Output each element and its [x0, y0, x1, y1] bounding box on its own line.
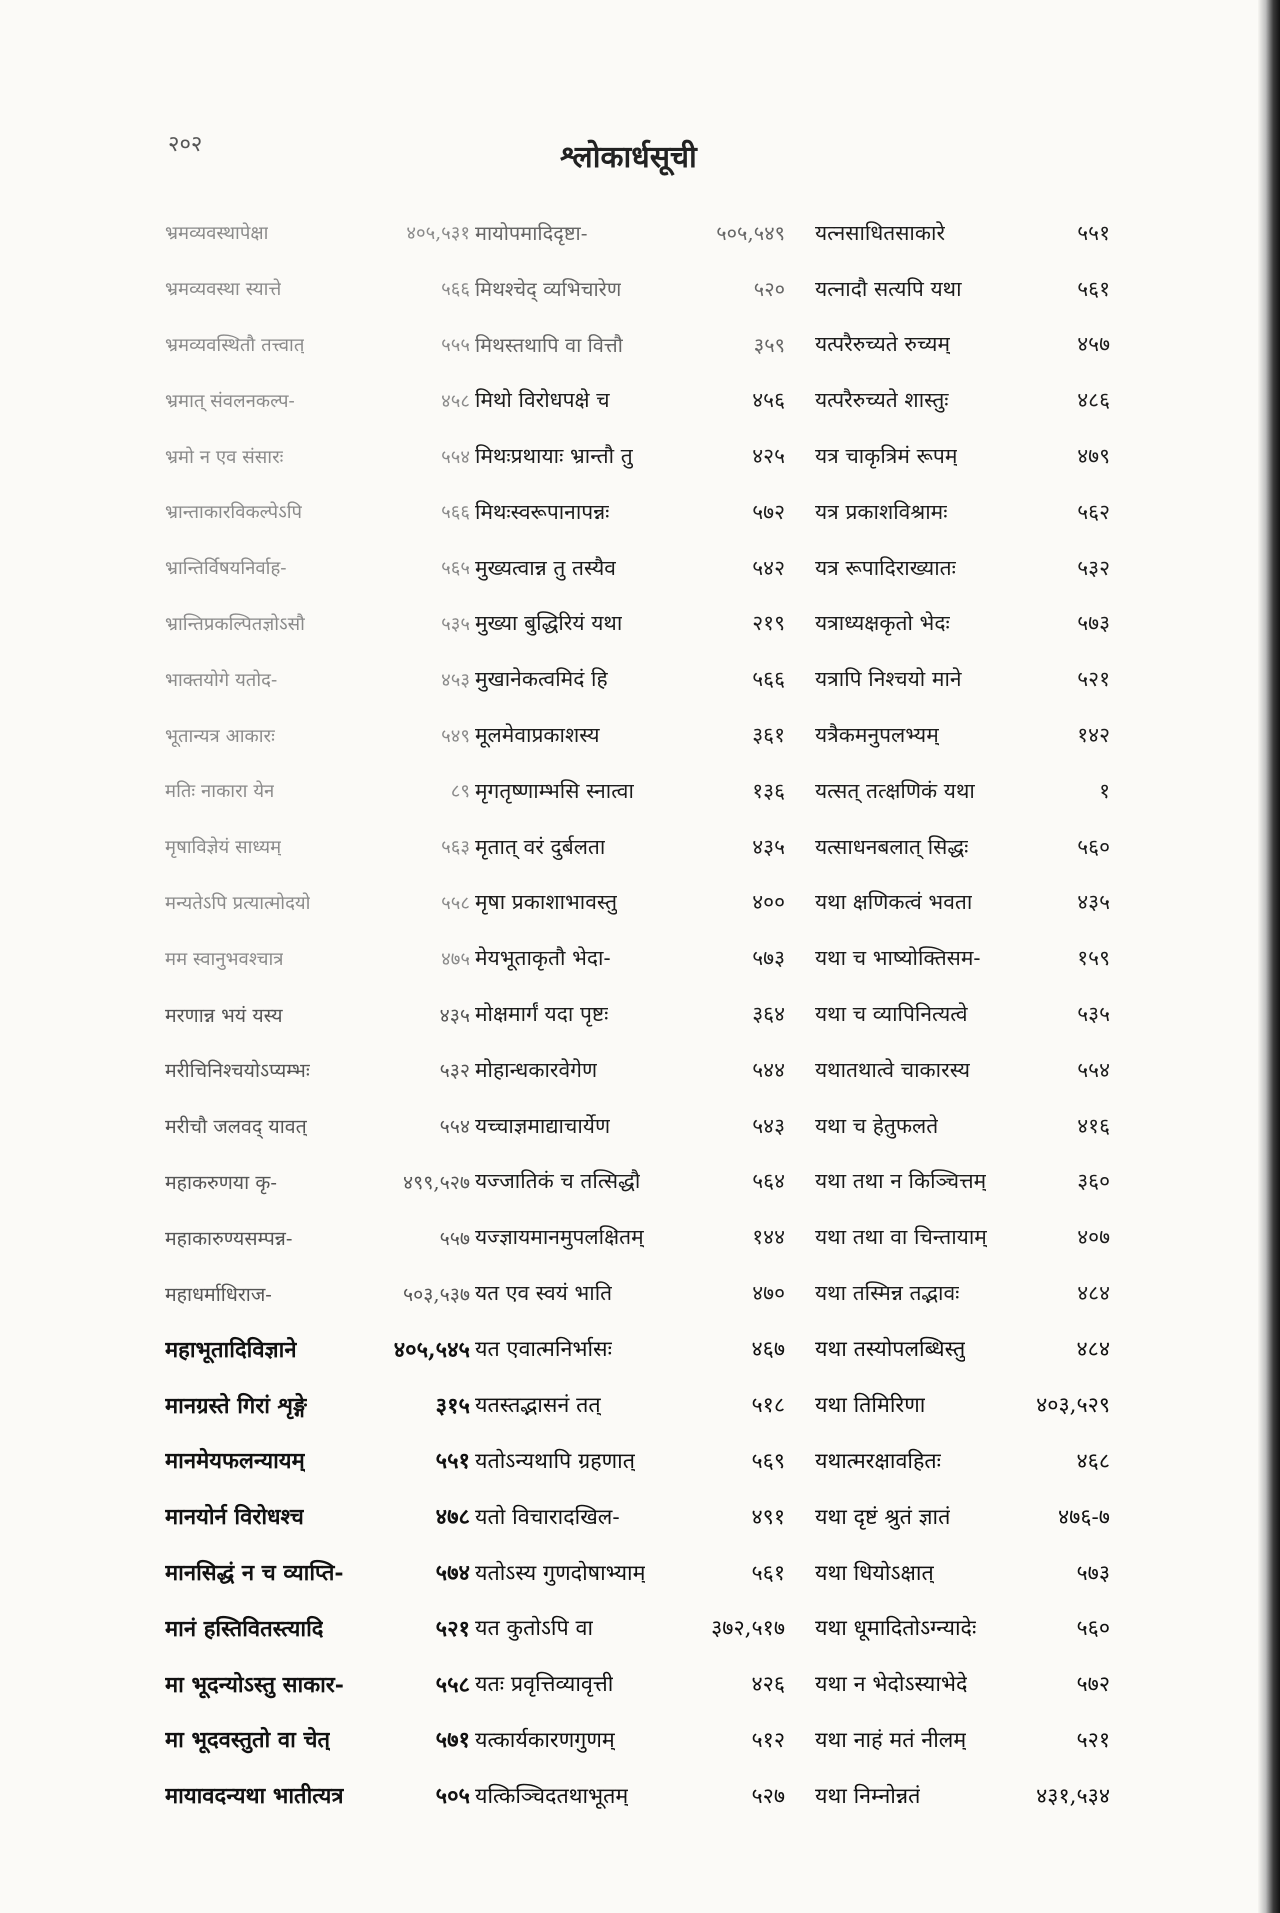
index-entry	[475, 1377, 785, 1433]
entry-text: यथा च व्यापिनित्यत्वे	[815, 1002, 968, 1027]
index-entry	[815, 1042, 1110, 1098]
entry-text: भूतान्यत्र आकारः	[165, 725, 275, 747]
index-entry	[165, 1488, 470, 1544]
entry-verse-number: ५६४	[752, 1169, 785, 1194]
index-entry	[475, 205, 785, 261]
entry-text: यत्परैरुच्यते शास्तुः	[815, 388, 949, 413]
index-entry	[815, 372, 1110, 428]
index-column-2	[475, 205, 785, 1823]
index-entry	[165, 372, 470, 428]
entry-verse-number: ४९९,५२७	[402, 1170, 470, 1194]
index-entry	[475, 540, 785, 596]
entry-verse-number: ५७४	[435, 1560, 470, 1587]
index-entry	[815, 484, 1110, 540]
entry-text: यथा क्षणिकत्वं भवता	[815, 890, 973, 915]
index-entry	[815, 205, 1110, 261]
entry-text: यत्राध्यक्षकृतो भेदः	[815, 611, 950, 636]
index-entry	[475, 819, 785, 875]
index-entry	[815, 1321, 1110, 1377]
index-entry	[815, 1433, 1110, 1489]
entry-text: यथा तस्योपलब्धिस्तु	[815, 1337, 966, 1363]
entry-text: मृतात् वरं दुर्बलता	[475, 834, 606, 859]
index-entry	[165, 763, 470, 819]
entry-verse-number: ५१२	[751, 1727, 785, 1753]
index-entry	[165, 1656, 470, 1712]
entry-verse-number: ५६०	[1076, 1616, 1110, 1642]
entry-text: मरणान्न भयं यस्य	[165, 1003, 283, 1027]
entry-text: मिथस्तथापि वा वित्तौ	[475, 332, 623, 357]
entry-text: यथा तथा वा चिन्तायाम्	[815, 1225, 987, 1250]
entry-text: मरीचौ जलवद् यावत्	[165, 1115, 307, 1139]
index-entry	[475, 1656, 785, 1712]
entry-text: यत्परैरुच्यते रुच्यम्	[815, 332, 951, 357]
entry-verse-number: ५६५	[441, 558, 470, 580]
entry-verse-number: ५२०	[753, 277, 785, 302]
index-entry	[165, 1154, 470, 1210]
entry-text: यज्ज्ञायमानमुपलक्षितम्	[475, 1225, 644, 1250]
index-entry	[165, 205, 470, 261]
index-entry	[165, 1600, 470, 1656]
index-entry	[475, 317, 785, 373]
entry-text: यत्र प्रकाशविश्रामः	[815, 499, 948, 524]
entry-verse-number: ४५७	[1077, 332, 1110, 357]
index-entry	[165, 596, 470, 652]
index-entry	[165, 707, 470, 763]
entry-text: यत्रापि निश्चयो माने	[815, 667, 962, 692]
index-entry	[165, 1433, 470, 1489]
index-entry	[165, 930, 470, 986]
entry-text: यथात्मरक्षावहितः	[815, 1448, 941, 1474]
entry-text: महाकरुणया कृ-	[165, 1170, 277, 1194]
entry-verse-number: ५५१	[1077, 220, 1110, 245]
index-entry	[475, 372, 785, 428]
entry-verse-number: ४६८	[1076, 1448, 1110, 1474]
index-entry	[815, 1377, 1110, 1433]
index-entry	[475, 1209, 785, 1265]
entry-text: भ्रान्तिर्विषयनिर्वाह-	[165, 558, 287, 580]
entry-text: मा भूदवस्तुतो वा चेत्	[165, 1727, 330, 1754]
entry-text: यत्नसाधितसाकारे	[815, 220, 946, 245]
index-entry	[165, 875, 470, 931]
entry-verse-number: ५५४	[1077, 1057, 1110, 1082]
index-entry	[475, 707, 785, 763]
entry-text: महाधर्माधिराज-	[165, 1282, 272, 1306]
entry-verse-number: ५३२	[1077, 555, 1110, 580]
index-entry	[165, 484, 470, 540]
page-number: २०२	[168, 132, 203, 157]
scanned-page-edge	[1258, 0, 1280, 1913]
index-column-3	[815, 205, 1110, 1823]
index-entry	[815, 651, 1110, 707]
index-entry	[815, 1656, 1110, 1712]
index-entry	[165, 1544, 470, 1600]
entry-verse-number: ५५१	[435, 1448, 470, 1475]
index-entry	[165, 1377, 470, 1433]
entry-text: यथा च भाष्योक्तिसम-	[815, 946, 981, 971]
entry-text: मेयभूताकृतौ भेदा-	[475, 946, 611, 971]
index-entry	[475, 1098, 785, 1154]
entry-text: यतस्तद्भासनं तत्	[475, 1393, 601, 1419]
entry-verse-number: ३७२,५१७	[711, 1616, 785, 1642]
index-entry	[815, 428, 1110, 484]
index-entry	[475, 930, 785, 986]
entry-text: यतोऽस्य गुणदोषाभ्याम्	[475, 1560, 646, 1586]
index-entry	[475, 261, 785, 317]
entry-text: यतः प्रवृत्तिव्यावृत्ती	[475, 1672, 614, 1698]
entry-verse-number: ५४९	[441, 725, 470, 747]
entry-text: यथा तिमिरिणा	[815, 1393, 926, 1419]
entry-verse-number: ५७२	[1076, 1672, 1110, 1698]
entry-verse-number: ४७५	[441, 948, 470, 970]
entry-verse-number: ५४२	[752, 555, 785, 580]
entry-text: मा भूदन्योऽस्तु साकार-	[165, 1671, 344, 1698]
index-entry	[815, 1098, 1110, 1154]
entry-text: भ्रमव्यवस्थापेक्षा	[165, 223, 269, 245]
entry-verse-number: ५३२	[439, 1059, 470, 1083]
entry-text: मृषाविज्ञेयं साध्यम्	[165, 837, 282, 859]
entry-text: मुख्यत्वान्न तु तस्यैव	[475, 555, 616, 580]
entry-verse-number: ४७९	[1077, 444, 1110, 469]
entry-verse-number: ५३५	[441, 613, 470, 635]
index-entry	[165, 1767, 470, 1823]
entry-text: यथा च हेतुफलते	[815, 1113, 939, 1138]
entry-verse-number: ५५४	[441, 446, 470, 468]
entry-text: मम स्वानुभवश्चात्र	[165, 948, 284, 970]
entry-verse-number: १४२	[1077, 723, 1110, 748]
entry-verse-number: ५६१	[1077, 276, 1110, 301]
entry-verse-number: ४००	[752, 890, 785, 915]
index-entry	[815, 1488, 1110, 1544]
entry-verse-number: ५७१	[435, 1727, 470, 1754]
entry-text: मृषा प्रकाशाभावस्तु	[475, 890, 618, 915]
entry-verse-number: ५०३,५३७	[402, 1282, 470, 1306]
entry-verse-number: ५४४	[752, 1057, 785, 1082]
entry-text: यत्रैकमनुपलभ्यम्	[815, 723, 939, 748]
entry-text: मुखानेकत्वमिदं हि	[475, 667, 608, 692]
entry-text: यत्नादौ सत्यपि यथा	[815, 276, 962, 301]
entry-text: यथा तथा न किञ्चित्तम्	[815, 1169, 987, 1194]
entry-verse-number: ५२१	[435, 1615, 470, 1642]
entry-text: यत्र रूपादिराख्यातः	[815, 555, 956, 580]
entry-text: यथातथात्वे चाकारस्य	[815, 1057, 971, 1082]
entry-verse-number: ४६७	[751, 1337, 785, 1363]
index-entry	[815, 875, 1110, 931]
entry-text: यत्साधनबलात् सिद्धः	[815, 834, 969, 859]
index-entry	[475, 986, 785, 1042]
entry-text: मिथःस्वरूपानापन्नः	[475, 499, 610, 524]
index-entry	[165, 1265, 470, 1321]
entry-verse-number: ४७८	[435, 1504, 470, 1531]
entry-text: यथा दृष्टं श्रुतं ज्ञातं	[815, 1504, 951, 1530]
index-entry	[475, 1321, 785, 1377]
entry-text: भ्रमात् संवलनकल्प-	[165, 390, 295, 412]
entry-verse-number: ४३५	[752, 834, 785, 859]
entry-verse-number: ५७३	[1077, 611, 1110, 636]
index-entry	[815, 261, 1110, 317]
entry-text: मिथश्चेद् व्यभिचारेण	[475, 277, 622, 302]
index-entry	[165, 1209, 470, 1265]
entry-verse-number: १४४	[752, 1225, 785, 1250]
index-entry	[165, 540, 470, 596]
index-entry	[165, 1321, 470, 1377]
index-entry	[815, 1209, 1110, 1265]
entry-verse-number: ५६६	[752, 667, 785, 692]
entry-verse-number: ४९१	[751, 1504, 785, 1530]
index-entry	[815, 986, 1110, 1042]
entry-verse-number: ४२६	[751, 1672, 785, 1698]
entry-verse-number: ५६९	[751, 1448, 785, 1474]
index-entry	[165, 428, 470, 484]
entry-text: भ्रमव्यवस्था स्यात्ते	[165, 279, 282, 301]
index-entry	[815, 540, 1110, 596]
index-entry	[475, 1767, 785, 1823]
entry-verse-number: ३१५	[435, 1392, 470, 1419]
entry-verse-number: ५५७	[439, 1226, 470, 1250]
entry-verse-number: ५५५	[441, 334, 470, 356]
entry-text: मन्यतेऽपि प्रत्यात्मोदयो	[165, 892, 311, 914]
entry-text: यत्कार्यकारणगुणम्	[475, 1727, 615, 1753]
entry-verse-number: १	[1099, 778, 1110, 803]
entry-text: मायावदन्यथा भातीत्यत्र	[165, 1783, 344, 1810]
entry-text: मानसिद्धं न च व्याप्ति-	[165, 1560, 344, 1587]
entry-verse-number: ५६०	[1077, 834, 1110, 859]
index-entry	[475, 763, 785, 819]
page-title: श्लोकार्धसूची	[560, 140, 697, 175]
index-entry	[815, 1600, 1110, 1656]
entry-verse-number: १३६	[752, 778, 785, 803]
entry-text: यथा न भेदोऽस्याभेदे	[815, 1672, 968, 1698]
entry-text: यत्र चाकृत्रिमं रूपम्	[815, 444, 958, 469]
index-entry	[165, 1098, 470, 1154]
index-column-1	[165, 205, 470, 1823]
index-entry	[475, 651, 785, 707]
entry-verse-number: ५०५	[435, 1783, 470, 1810]
entry-verse-number: ४२५	[752, 444, 785, 469]
entry-text: मिथःप्रथायाः भ्रान्तौ तु	[475, 444, 633, 469]
entry-verse-number: ५६६	[441, 279, 470, 301]
entry-text: मानयोर्न विरोधश्च	[165, 1504, 304, 1531]
entry-text: यथा नाहं मतं नीलम्	[815, 1727, 967, 1753]
entry-verse-number: ३६१	[752, 723, 785, 748]
index-entry	[815, 1265, 1110, 1321]
entry-verse-number: ४३५	[1077, 890, 1110, 915]
entry-text: यत एव स्वयं भाति	[475, 1281, 613, 1306]
entry-verse-number: ४५३	[441, 669, 470, 691]
entry-verse-number: ५२१	[1077, 667, 1110, 692]
entry-verse-number: ५७३	[752, 946, 785, 971]
entry-verse-number: ५५४	[439, 1115, 470, 1139]
entry-verse-number: ४७६-७	[1058, 1504, 1110, 1530]
index-entry	[165, 317, 470, 373]
entry-verse-number: ३६४	[752, 1002, 785, 1027]
entry-text: मृगतृष्णाम्भसि स्नात्वा	[475, 778, 634, 803]
entry-text: मतिः नाकारा येन	[165, 781, 275, 803]
entry-text: महाभूतादिविज्ञाने	[165, 1336, 297, 1363]
entry-verse-number: ४७०	[752, 1281, 785, 1306]
entry-verse-number: ३५९	[753, 332, 785, 357]
index-entry	[475, 1488, 785, 1544]
entry-text: यत्किञ्चिदतथाभूतम्	[475, 1783, 629, 1809]
entry-text: मानं हस्तिवितस्त्यादि	[165, 1615, 324, 1642]
entry-text: भ्रान्तिप्रकल्पितज्ञोऽसौ	[165, 613, 305, 635]
entry-verse-number: ५२१	[1076, 1727, 1110, 1753]
index-entry	[475, 1154, 785, 1210]
index-entry	[815, 1767, 1110, 1823]
index-entry	[475, 1544, 785, 1600]
index-entry	[475, 1042, 785, 1098]
entry-verse-number: ५१८	[751, 1393, 785, 1419]
entry-text: भ्रमो न एव संसारः	[165, 446, 284, 468]
index-entry	[165, 261, 470, 317]
entry-text: मोक्षमार्गं यदा पृष्टः	[475, 1002, 609, 1027]
entry-text: मरीचिनिश्चयोऽप्यम्भः	[165, 1059, 310, 1083]
entry-verse-number: ५४३	[752, 1113, 785, 1138]
entry-verse-number: ४८६	[1077, 388, 1110, 413]
index-entry	[815, 1712, 1110, 1768]
entry-verse-number: ४०७	[1077, 1225, 1110, 1250]
index-entry	[815, 596, 1110, 652]
entry-verse-number: ५२७	[751, 1783, 785, 1809]
entry-text: भाक्तयोगे यतोद-	[165, 669, 278, 691]
entry-verse-number: ५५८	[441, 892, 470, 914]
index-entry	[475, 596, 785, 652]
entry-text: मानग्रस्ते गिरां शृङ्गे	[165, 1392, 307, 1419]
entry-text: यज्जातिकं च तत्सिद्धौ	[475, 1169, 641, 1194]
entry-verse-number: ५६२	[1077, 499, 1110, 524]
entry-verse-number: ४५८	[441, 390, 470, 412]
index-entry	[815, 1154, 1110, 1210]
entry-text: मिथो विरोधपक्षे च	[475, 388, 610, 413]
entry-verse-number: ८९	[450, 781, 470, 803]
entry-text: यत्सत् तत्क्षणिकं यथा	[815, 778, 975, 803]
entry-text: यत एवात्मनिर्भासः	[475, 1337, 612, 1363]
entry-text: मूलमेवाप्रकाशस्य	[475, 723, 600, 748]
entry-text: यथा निम्नोन्नतं	[815, 1783, 921, 1809]
entry-text: मायोपमादिदृष्टा-	[475, 221, 588, 246]
entry-verse-number: ४०५,५३१	[406, 223, 470, 245]
index-entry	[815, 819, 1110, 875]
entry-verse-number: ५६१	[751, 1560, 785, 1586]
index-entry	[815, 930, 1110, 986]
entry-text: भ्रमव्यवस्थितौ तत्त्वात्	[165, 334, 305, 356]
entry-verse-number: ४०३,५२९	[1036, 1393, 1110, 1419]
index-entry	[165, 1042, 470, 1098]
index-entry	[165, 651, 470, 707]
index-entry	[475, 1433, 785, 1489]
index-entry	[475, 484, 785, 540]
entry-verse-number: ५५८	[435, 1671, 470, 1698]
entry-verse-number: ४३५	[439, 1003, 470, 1027]
entry-verse-number: ५६३	[441, 837, 470, 859]
entry-text: यथा धूमादितोऽग्न्यादेः	[815, 1616, 977, 1642]
entry-text: यतो विचारादखिल-	[475, 1504, 620, 1530]
entry-text: यतोऽन्यथापि ग्रहणात्	[475, 1448, 635, 1474]
entry-verse-number: ५७२	[752, 499, 785, 524]
index-entry	[815, 1544, 1110, 1600]
entry-text: मोहान्धकारवेगेण	[475, 1057, 598, 1082]
entry-verse-number: ५६६	[441, 502, 470, 524]
entry-verse-number: ३६०	[1077, 1169, 1110, 1194]
index-entry	[475, 1600, 785, 1656]
index-entry	[475, 875, 785, 931]
index-entry	[815, 707, 1110, 763]
entry-text: महाकारुण्यसम्पन्न-	[165, 1226, 293, 1250]
entry-verse-number: ५३५	[1077, 1002, 1110, 1027]
index-entry	[475, 1265, 785, 1321]
entry-verse-number: ५७३	[1076, 1560, 1110, 1586]
entry-verse-number: ४८४	[1076, 1337, 1110, 1363]
index-entry	[165, 986, 470, 1042]
index-entry	[475, 428, 785, 484]
entry-text: मुख्या बुद्धिरियं यथा	[475, 611, 623, 636]
entry-text: यच्चाज्ञमाद्याचार्येण	[475, 1113, 611, 1138]
entry-text: भ्रान्ताकारविकल्पेऽपि	[165, 502, 303, 524]
index-entry	[815, 317, 1110, 373]
entry-text: यत कुतोऽपि वा	[475, 1616, 594, 1642]
entry-text: मानमेयफलन्यायम्	[165, 1448, 305, 1475]
entry-verse-number: २१९	[752, 611, 785, 636]
entry-verse-number: ४५६	[752, 388, 785, 413]
index-entry	[475, 1712, 785, 1768]
index-entry	[165, 819, 470, 875]
entry-text: यथा तस्मिन्न तद्भावः	[815, 1281, 960, 1306]
entry-text: यथा धियोऽक्षात्	[815, 1560, 934, 1586]
entry-verse-number: ४०५,५४५	[393, 1336, 470, 1363]
index-entry	[165, 1712, 470, 1768]
entry-verse-number: ४३१,५३४	[1036, 1783, 1110, 1809]
entry-verse-number: ४१६	[1077, 1113, 1110, 1138]
entry-verse-number: ५०५,५४९	[716, 221, 785, 246]
entry-verse-number: ४८४	[1077, 1281, 1110, 1306]
entry-verse-number: १५९	[1077, 946, 1110, 971]
index-entry	[815, 763, 1110, 819]
